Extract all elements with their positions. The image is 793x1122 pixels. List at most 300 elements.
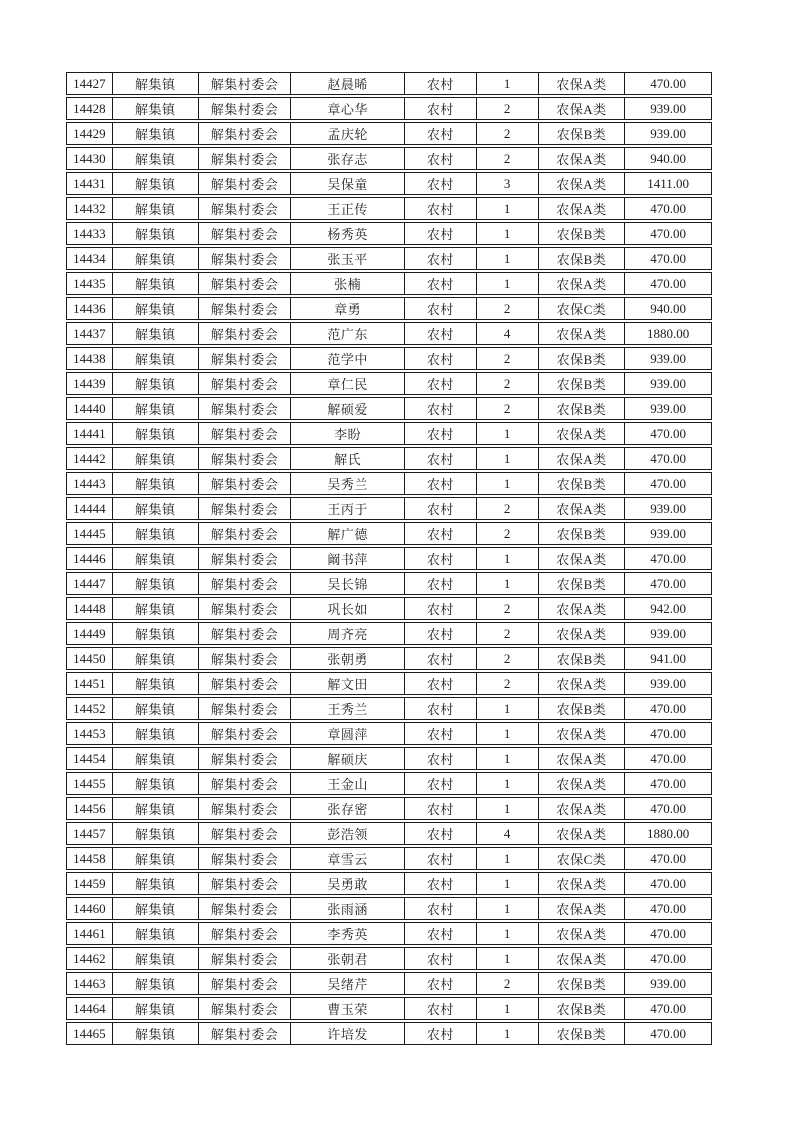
table-row [66, 422, 712, 445]
cell-serial-number: 14446 [67, 548, 113, 569]
cell-serial-number: 14451 [67, 673, 113, 694]
cell-town: 解集镇 [113, 323, 199, 344]
cell-person-name: 吴秀兰 [291, 473, 405, 494]
cell-insurance-category: 农保A类 [539, 673, 626, 694]
table-row [66, 72, 712, 95]
cell-insurance-category: 农保A类 [539, 723, 626, 744]
table-row [66, 97, 712, 120]
cell-town: 解集镇 [113, 473, 199, 494]
cell-person-name: 解文田 [291, 673, 405, 694]
cell-person-count: 2 [477, 648, 539, 669]
cell-town: 解集镇 [113, 373, 199, 394]
cell-serial-number: 14436 [67, 298, 113, 319]
cell-village-committee: 解集村委会 [199, 798, 292, 819]
cell-village-committee: 解集村委会 [199, 273, 292, 294]
table-row [66, 597, 712, 620]
cell-town: 解集镇 [113, 298, 199, 319]
cell-residence-type: 农村 [405, 698, 477, 719]
cell-serial-number: 14428 [67, 98, 113, 119]
cell-residence-type: 农村 [405, 823, 477, 844]
cell-town: 解集镇 [113, 848, 199, 869]
cell-residence-type: 农村 [405, 598, 477, 619]
cell-insurance-category: 农保B类 [539, 348, 626, 369]
cell-person-name: 解广德 [291, 523, 405, 544]
cell-residence-type: 农村 [405, 723, 477, 744]
cell-amount: 470.00 [650, 575, 687, 591]
cell-person-name: 吴勇敢 [291, 873, 405, 894]
cell-insurance-category: 农保A类 [539, 148, 626, 169]
cell-person-count: 1 [477, 848, 539, 869]
cell-village-committee: 解集村委会 [199, 623, 292, 644]
cell-town: 解集镇 [113, 698, 199, 719]
cell-residence-type: 农村 [405, 523, 477, 544]
cell-serial-number: 14437 [67, 323, 113, 344]
cell-village-committee: 解集村委会 [199, 573, 292, 594]
table-row [66, 997, 712, 1020]
cell-person-name: 章心华 [291, 98, 405, 119]
cell-village-committee: 解集村委会 [199, 873, 292, 894]
table-row [66, 622, 712, 645]
table-row [66, 722, 712, 745]
cell-amount: 470.00 [650, 275, 687, 291]
cell-serial-number: 14449 [67, 623, 113, 644]
cell-amount: 470.00 [650, 900, 687, 916]
cell-insurance-category: 农保B类 [539, 223, 626, 244]
cell-residence-type: 农村 [405, 423, 477, 444]
cell-serial-number: 14439 [67, 373, 113, 394]
cell-person-name: 解氏 [291, 448, 405, 469]
cell-person-count: 1 [477, 873, 539, 894]
cell-amount: 470.00 [650, 725, 687, 741]
cell-insurance-category: 农保B类 [539, 973, 626, 994]
cell-town: 解集镇 [113, 348, 199, 369]
cell-person-count: 1 [477, 923, 539, 944]
cell-village-committee: 解集村委会 [199, 1023, 292, 1044]
table-row [66, 847, 712, 870]
cell-amount: 939.00 [650, 375, 687, 391]
cell-town: 解集镇 [113, 498, 199, 519]
cell-insurance-category: 农保C类 [539, 298, 626, 319]
cell-village-committee: 解集村委会 [199, 498, 292, 519]
cell-residence-type: 农村 [405, 448, 477, 469]
cell-person-name: 解硕庆 [291, 748, 405, 769]
table-row [66, 697, 712, 720]
cell-residence-type: 农村 [405, 898, 477, 919]
cell-person-name: 巩长如 [291, 598, 405, 619]
table-row [66, 772, 712, 795]
cell-residence-type: 农村 [405, 348, 477, 369]
cell-village-committee: 解集村委会 [199, 348, 292, 369]
cell-serial-number: 14459 [67, 873, 113, 894]
cell-person-count: 2 [477, 523, 539, 544]
cell-amount: 470.00 [650, 700, 687, 716]
cell-person-count: 2 [477, 148, 539, 169]
cell-person-name: 范学中 [291, 348, 405, 369]
cell-village-committee: 解集村委会 [199, 998, 292, 1019]
cell-village-committee: 解集村委会 [199, 248, 292, 269]
cell-town: 解集镇 [113, 73, 199, 94]
cell-town: 解集镇 [113, 798, 199, 819]
cell-residence-type: 农村 [405, 773, 477, 794]
cell-village-committee: 解集村委会 [199, 523, 292, 544]
cell-person-count: 1 [477, 1023, 539, 1044]
cell-village-committee: 解集村委会 [199, 98, 292, 119]
table-row [66, 797, 712, 820]
cell-serial-number: 14452 [67, 698, 113, 719]
table-row [66, 247, 712, 270]
cell-insurance-category: 农保B类 [539, 523, 626, 544]
cell-person-name: 王正传 [291, 198, 405, 219]
cell-insurance-category: 农保B类 [539, 1023, 626, 1044]
cell-town: 解集镇 [113, 1023, 199, 1044]
cell-person-count: 2 [477, 398, 539, 419]
cell-person-count: 1 [477, 423, 539, 444]
cell-serial-number: 14434 [67, 248, 113, 269]
cell-residence-type: 农村 [405, 948, 477, 969]
table-row [66, 122, 712, 145]
cell-person-count: 2 [477, 298, 539, 319]
cell-village-committee: 解集村委会 [199, 423, 292, 444]
cell-person-count: 3 [477, 173, 539, 194]
cell-residence-type: 农村 [405, 148, 477, 169]
cell-insurance-category: 农保A类 [539, 873, 626, 894]
cell-town: 解集镇 [113, 898, 199, 919]
cell-town: 解集镇 [113, 523, 199, 544]
cell-town: 解集镇 [113, 673, 199, 694]
cell-serial-number: 14458 [67, 848, 113, 869]
table-row [66, 472, 712, 495]
table-row [66, 972, 712, 995]
cell-person-count: 2 [477, 498, 539, 519]
cell-residence-type: 农村 [405, 648, 477, 669]
cell-residence-type: 农村 [405, 473, 477, 494]
cell-person-count: 2 [477, 598, 539, 619]
cell-town: 解集镇 [113, 123, 199, 144]
cell-residence-type: 农村 [405, 673, 477, 694]
cell-amount: 470.00 [650, 450, 687, 466]
cell-amount: 1880.00 [647, 825, 690, 841]
cell-residence-type: 农村 [405, 573, 477, 594]
cell-insurance-category: 农保A类 [539, 823, 626, 844]
cell-village-committee: 解集村委会 [199, 123, 292, 144]
cell-person-name: 王金山 [291, 773, 405, 794]
cell-serial-number: 14440 [67, 398, 113, 419]
cell-town: 解集镇 [113, 648, 199, 669]
cell-insurance-category: 农保A类 [539, 773, 626, 794]
cell-village-committee: 解集村委会 [199, 198, 292, 219]
cell-person-count: 2 [477, 123, 539, 144]
cell-serial-number: 14432 [67, 198, 113, 219]
cell-person-name: 王丙于 [291, 498, 405, 519]
cell-insurance-category: 农保B类 [539, 473, 626, 494]
cell-residence-type: 农村 [405, 123, 477, 144]
cell-village-committee: 解集村委会 [199, 323, 292, 344]
cell-insurance-category: 农保A类 [539, 498, 626, 519]
cell-person-count: 1 [477, 748, 539, 769]
table-row [66, 197, 712, 220]
table-row [66, 397, 712, 420]
cell-person-name: 许培发 [291, 1023, 405, 1044]
cell-serial-number: 14457 [67, 823, 113, 844]
cell-serial-number: 14441 [67, 423, 113, 444]
table-row [66, 522, 712, 545]
cell-serial-number: 14455 [67, 773, 113, 794]
cell-town: 解集镇 [113, 423, 199, 444]
cell-residence-type: 农村 [405, 223, 477, 244]
cell-town: 解集镇 [113, 273, 199, 294]
cell-insurance-category: 农保A类 [539, 273, 626, 294]
cell-person-count: 1 [477, 773, 539, 794]
cell-person-name: 张雨涵 [291, 898, 405, 919]
cell-serial-number: 14456 [67, 798, 113, 819]
cell-residence-type: 农村 [405, 398, 477, 419]
table-row [66, 872, 712, 895]
cell-residence-type: 农村 [405, 873, 477, 894]
table-row [66, 647, 712, 670]
cell-residence-type: 农村 [405, 498, 477, 519]
table-row [66, 897, 712, 920]
cell-person-name: 张朝君 [291, 948, 405, 969]
cell-serial-number: 14448 [67, 598, 113, 619]
cell-insurance-category: 农保B类 [539, 648, 626, 669]
cell-person-name: 范广东 [291, 323, 405, 344]
cell-village-committee: 解集村委会 [199, 723, 292, 744]
table-row [66, 222, 712, 245]
cell-amount: 470.00 [650, 1025, 687, 1041]
cell-amount: 470.00 [650, 800, 687, 816]
cell-person-count: 4 [477, 323, 539, 344]
cell-serial-number: 14447 [67, 573, 113, 594]
cell-town: 解集镇 [113, 998, 199, 1019]
cell-insurance-category: 农保A类 [539, 173, 626, 194]
cell-insurance-category: 农保B类 [539, 998, 626, 1019]
cell-serial-number: 14443 [67, 473, 113, 494]
cell-person-count: 1 [477, 198, 539, 219]
cell-person-name: 章雪云 [291, 848, 405, 869]
cell-amount: 470.00 [650, 225, 687, 241]
cell-person-count: 2 [477, 373, 539, 394]
cell-person-name: 彭浩领 [291, 823, 405, 844]
cell-insurance-category: 农保B类 [539, 398, 626, 419]
cell-village-committee: 解集村委会 [199, 848, 292, 869]
cell-person-name: 吴长锦 [291, 573, 405, 594]
cell-village-committee: 解集村委会 [199, 973, 292, 994]
cell-town: 解集镇 [113, 573, 199, 594]
cell-insurance-category: 农保B类 [539, 698, 626, 719]
cell-town: 解集镇 [113, 448, 199, 469]
cell-person-count: 1 [477, 898, 539, 919]
cell-person-count: 1 [477, 998, 539, 1019]
cell-village-committee: 解集村委会 [199, 748, 292, 769]
cell-insurance-category: 农保A类 [539, 323, 626, 344]
cell-person-count: 2 [477, 673, 539, 694]
cell-insurance-category: 农保A类 [539, 448, 626, 469]
table-row [66, 572, 712, 595]
cell-amount: 470.00 [650, 425, 687, 441]
cell-person-name: 章圆萍 [291, 723, 405, 744]
cell-serial-number: 14453 [67, 723, 113, 744]
cell-amount: 470.00 [650, 775, 687, 791]
cell-person-name: 张楠 [291, 273, 405, 294]
cell-amount: 939.00 [650, 625, 687, 641]
cell-person-name: 赵晨晞 [291, 73, 405, 94]
cell-person-count: 1 [477, 723, 539, 744]
cell-amount: 939.00 [650, 125, 687, 141]
cell-amount: 470.00 [650, 250, 687, 266]
cell-amount: 939.00 [650, 100, 687, 116]
cell-town: 解集镇 [113, 723, 199, 744]
cell-village-committee: 解集村委会 [199, 823, 292, 844]
cell-serial-number: 14442 [67, 448, 113, 469]
cell-person-count: 1 [477, 698, 539, 719]
cell-residence-type: 农村 [405, 373, 477, 394]
cell-amount: 939.00 [650, 350, 687, 366]
cell-town: 解集镇 [113, 223, 199, 244]
cell-town: 解集镇 [113, 548, 199, 569]
cell-insurance-category: 农保A类 [539, 198, 626, 219]
cell-village-committee: 解集村委会 [199, 298, 292, 319]
cell-insurance-category: 农保B类 [539, 573, 626, 594]
cell-person-count: 1 [477, 273, 539, 294]
cell-insurance-category: 农保A类 [539, 748, 626, 769]
cell-residence-type: 农村 [405, 323, 477, 344]
cell-town: 解集镇 [113, 173, 199, 194]
cell-person-count: 1 [477, 223, 539, 244]
cell-village-committee: 解集村委会 [199, 398, 292, 419]
cell-insurance-category: 农保A类 [539, 623, 626, 644]
cell-amount: 939.00 [650, 525, 687, 541]
cell-person-count: 2 [477, 98, 539, 119]
table-row [66, 497, 712, 520]
cell-serial-number: 14464 [67, 998, 113, 1019]
cell-amount: 940.00 [650, 300, 687, 316]
cell-insurance-category: 农保A类 [539, 948, 626, 969]
cell-village-committee: 解集村委会 [199, 73, 292, 94]
cell-village-committee: 解集村委会 [199, 773, 292, 794]
cell-serial-number: 14433 [67, 223, 113, 244]
table-row [66, 922, 712, 945]
cell-amount: 470.00 [650, 200, 687, 216]
cell-town: 解集镇 [113, 598, 199, 619]
cell-insurance-category: 农保C类 [539, 848, 626, 869]
cell-residence-type: 农村 [405, 923, 477, 944]
cell-town: 解集镇 [113, 198, 199, 219]
cell-person-count: 1 [477, 248, 539, 269]
cell-residence-type: 农村 [405, 998, 477, 1019]
cell-village-committee: 解集村委会 [199, 923, 292, 944]
cell-amount: 939.00 [650, 675, 687, 691]
cell-town: 解集镇 [113, 773, 199, 794]
cell-residence-type: 农村 [405, 973, 477, 994]
cell-village-committee: 解集村委会 [199, 698, 292, 719]
table-row [66, 172, 712, 195]
cell-residence-type: 农村 [405, 798, 477, 819]
cell-serial-number: 14431 [67, 173, 113, 194]
cell-amount: 470.00 [650, 475, 687, 491]
cell-village-committee: 解集村委会 [199, 173, 292, 194]
cell-village-committee: 解集村委会 [199, 598, 292, 619]
cell-town: 解集镇 [113, 98, 199, 119]
table-row [66, 947, 712, 970]
cell-residence-type: 农村 [405, 848, 477, 869]
pension-roster-table [66, 72, 712, 1047]
cell-person-name: 王秀兰 [291, 698, 405, 719]
cell-person-name: 张玉平 [291, 248, 405, 269]
cell-town: 解集镇 [113, 148, 199, 169]
cell-serial-number: 14430 [67, 148, 113, 169]
cell-person-name: 吴绪芹 [291, 973, 405, 994]
cell-person-name: 解硕爱 [291, 398, 405, 419]
cell-village-committee: 解集村委会 [199, 223, 292, 244]
table-row [66, 672, 712, 695]
cell-serial-number: 14454 [67, 748, 113, 769]
cell-serial-number: 14463 [67, 973, 113, 994]
cell-amount: 942.00 [650, 600, 687, 616]
cell-village-committee: 解集村委会 [199, 548, 292, 569]
cell-residence-type: 农村 [405, 248, 477, 269]
cell-town: 解集镇 [113, 623, 199, 644]
cell-person-count: 2 [477, 973, 539, 994]
cell-town: 解集镇 [113, 748, 199, 769]
cell-person-name: 李秀英 [291, 923, 405, 944]
cell-insurance-category: 农保A类 [539, 898, 626, 919]
cell-village-committee: 解集村委会 [199, 948, 292, 969]
cell-residence-type: 农村 [405, 748, 477, 769]
cell-amount: 470.00 [650, 850, 687, 866]
cell-person-name: 张朝勇 [291, 648, 405, 669]
cell-amount: 941.00 [650, 650, 687, 666]
cell-person-name: 李盼 [291, 423, 405, 444]
table-row [66, 372, 712, 395]
cell-residence-type: 农村 [405, 298, 477, 319]
cell-person-count: 1 [477, 573, 539, 594]
cell-amount: 470.00 [650, 925, 687, 941]
cell-person-name: 杨秀英 [291, 223, 405, 244]
cell-person-name: 章勇 [291, 298, 405, 319]
cell-village-committee: 解集村委会 [199, 148, 292, 169]
cell-insurance-category: 农保A类 [539, 98, 626, 119]
cell-person-count: 1 [477, 798, 539, 819]
table-row [66, 547, 712, 570]
cell-amount: 470.00 [650, 950, 687, 966]
table-row [66, 347, 712, 370]
cell-serial-number: 14438 [67, 348, 113, 369]
cell-amount: 470.00 [650, 75, 687, 91]
cell-serial-number: 14444 [67, 498, 113, 519]
cell-person-name: 阚书萍 [291, 548, 405, 569]
table-row [66, 747, 712, 770]
cell-insurance-category: 农保A类 [539, 423, 626, 444]
cell-residence-type: 农村 [405, 173, 477, 194]
cell-village-committee: 解集村委会 [199, 473, 292, 494]
cell-serial-number: 14445 [67, 523, 113, 544]
cell-amount: 470.00 [650, 875, 687, 891]
cell-amount: 939.00 [650, 500, 687, 516]
cell-person-name: 周齐亮 [291, 623, 405, 644]
cell-amount: 470.00 [650, 750, 687, 766]
cell-insurance-category: 农保A类 [539, 923, 626, 944]
cell-village-committee: 解集村委会 [199, 373, 292, 394]
table-row [66, 322, 712, 345]
cell-residence-type: 农村 [405, 1023, 477, 1044]
cell-person-count: 1 [477, 448, 539, 469]
cell-person-name: 吴保童 [291, 173, 405, 194]
cell-person-name: 曹玉荣 [291, 998, 405, 1019]
cell-serial-number: 14427 [67, 73, 113, 94]
cell-amount: 1880.00 [647, 325, 690, 341]
cell-person-count: 2 [477, 623, 539, 644]
cell-person-name: 章仁民 [291, 373, 405, 394]
